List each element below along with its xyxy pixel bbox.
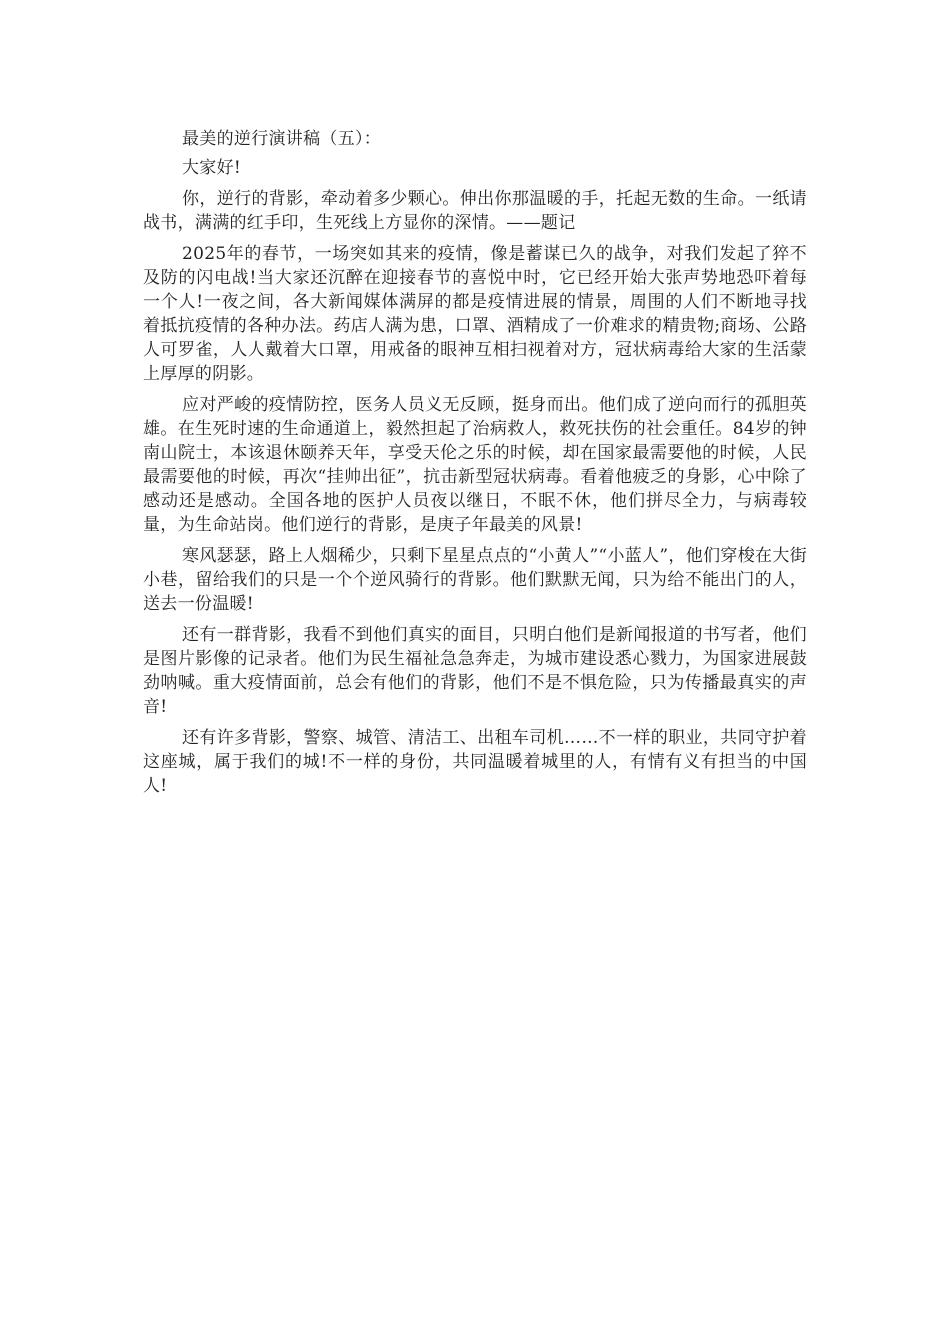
paragraph-couriers: 寒风瑟瑟，路上人烟稀少，只剩下星星点点的“小黄人”“小蓝人”，他们穿梭在大街小巷，留给我们的只是一个个逆风骑行的背影。他们默默无闻，只为给不能出门的人，送去一份温暖!	[143, 546, 807, 614]
document-body	[143, 127, 807, 805]
paragraph-spring-festival: 2025年的春节，一场突如其来的疫情，像是蓄谋已久的战争，对我们发起了猝不及防的闪电战!当大家还沉醉在迎接春节的喜悦中时，它已经开始大张声势地恐吓着每一个人!一夜之间，各大新闻媒体满屏的都是疫情进展的情景，周围的人们不断地寻找着抵抗疫情的各种办法。药店人满为患，口罩、酒精成了一价难求的精贵物;商场、公路人可罗雀，人人戴着大口罩，用戒备的眼神互相扫视着对方，冠状病毒给大家的生活蒙上厚厚的阴影。	[143, 244, 807, 384]
paragraph-journalists: 还有一群背影，我看不到他们真实的面目，只明白他们是新闻报道的书写者，他们是图片影像的记录者。他们为民生福祉急急奔走，为城市建设悉心戮力，为国家进展鼓劲呐喊。重大疫情面前，总会有他们的背影，他们不是不惧危险，只为传播最真实的声音!	[143, 625, 807, 717]
greeting: 大家好!	[182, 158, 242, 178]
paragraph-other-workers: 还有许多背影，警察、城管、清洁工、出租车司机……不一样的职业，共同守护着这座城，属于我们的城!不一样的身份，共同温暖着城里的人，有情有义有担当的中国人!	[143, 728, 807, 796]
paragraph-medical-staff: 应对严峻的疫情防控，医务人员义无反顾，挺身而出。他们成了逆向而行的孤胆英雄。在生死时速的生命通道上，毅然担起了治病救人，救死扶伤的社会重任。84岁的钟南山院士，本该退休颐养天年，享受天伦之乐的时候，却在国家最需要他的时候，人民最需要他的时候，再次“挂帅出征”，抗击新型冠状病毒。看着他疲乏的身影，心中除了感动还是感动。全国各地的医护人员夜以继日，不眠不休，他们拼尽全力，与病毒较量，为生命站岗。他们逆行的背影，是庚子年最美的风景!	[143, 395, 807, 535]
document-title: 最美的逆行演讲稿（五）：	[182, 129, 382, 149]
paragraph-epigraph: 你，逆行的背影，牵动着多少颗心。伸出你那温暖的手，托起无数的生命。一纸请战书，满满的红手印，生死线上方显你的深情。——题记	[143, 189, 807, 233]
